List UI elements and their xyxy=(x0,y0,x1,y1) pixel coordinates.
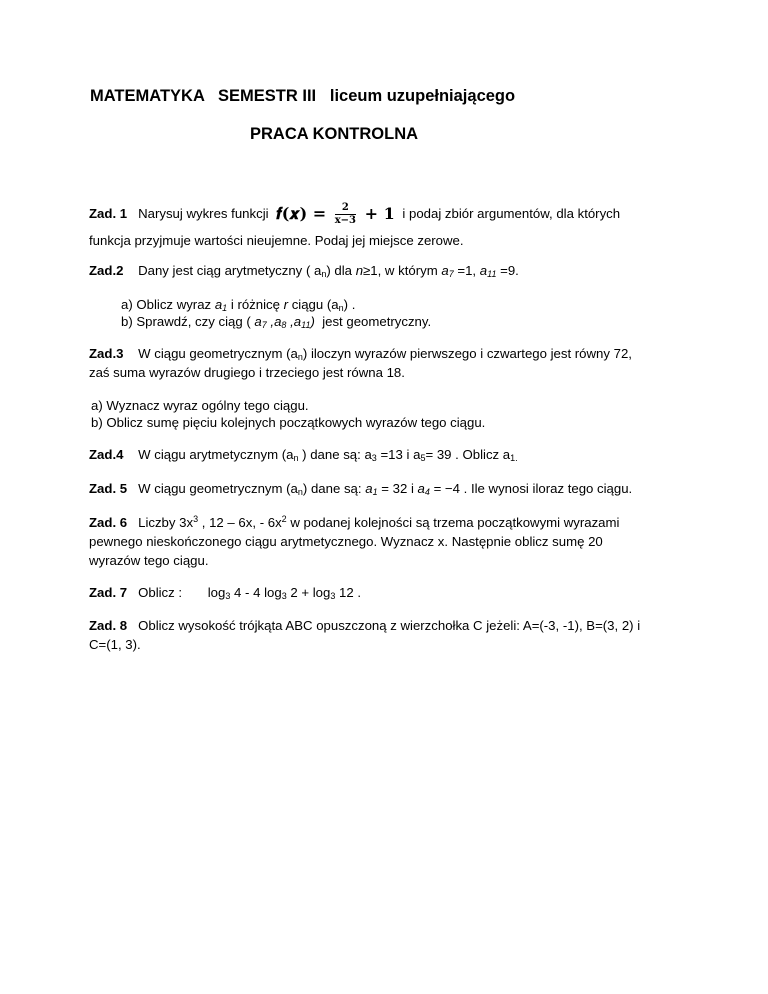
zad6-text1: Liczby 3x xyxy=(138,515,194,530)
zad4-label: Zad.4 xyxy=(89,447,124,462)
zad2-a-text2: i różnicę xyxy=(230,297,280,312)
zad7-arg2: 2 + log xyxy=(290,585,331,600)
zad5-sub-n: n xyxy=(297,487,303,497)
zad3-item-b: b) Oblicz sumę pięciu kolejnych początkowych wyrazów tego ciągu. xyxy=(91,415,486,430)
zad7-base3: 3 xyxy=(330,591,336,601)
zad1-text-before: Narysuj wykres funkcji xyxy=(138,205,269,221)
zad2-n: n xyxy=(355,263,364,278)
zad7-line1 xyxy=(89,584,361,602)
zad2-b-a8: ,a xyxy=(266,314,282,329)
zad6-line1 xyxy=(89,514,619,532)
zad2-label: Zad.2 xyxy=(89,263,124,278)
zad2-line1 xyxy=(89,262,519,280)
zad1-label: Zad. 1 xyxy=(89,205,128,221)
zad8-label: Zad. 8 xyxy=(89,618,128,633)
zad2-b-end: jest geometryczny. xyxy=(322,314,432,329)
zad2-b-a7: a xyxy=(254,314,262,329)
zad7-label: Zad. 7 xyxy=(89,585,128,600)
zad7-arg3: 12 . xyxy=(339,585,362,600)
zad3-text2: ) iloczyn wyrazów pierwszego i czwartego jest równy 72, xyxy=(302,346,632,361)
zad2-text3: ≥1, w którym xyxy=(363,263,438,278)
zad3-sub-n: n xyxy=(297,352,303,362)
zad2-b-sub11: 11 xyxy=(301,320,311,330)
page-subtitle: PRACA KONTROLNA xyxy=(250,125,419,143)
zad4-text1: W ciągu arytmetycznym (a xyxy=(138,447,294,462)
zad2-b-close: ) xyxy=(310,314,315,329)
zad2-b-sub7: 7 xyxy=(261,320,267,330)
zad2-a-sub-n: n xyxy=(338,303,344,313)
page-title: MATEMATYKA SEMESTR III liceum uzupełniającego xyxy=(90,87,516,105)
zad5-text1: W ciągu geometrycznym (a xyxy=(138,481,298,496)
zad2-a-text4: ) . xyxy=(343,297,356,312)
zad3-line1 xyxy=(89,345,632,363)
zad8-line1 xyxy=(89,617,640,635)
zad6-text2: , 12 – 6x, - 6x xyxy=(198,515,282,530)
zad6-label: Zad. 6 xyxy=(89,515,128,530)
zad1-line1 xyxy=(89,202,620,227)
zad2-b-a11: ,a xyxy=(286,314,302,329)
zad7-arg1: 4 - 4 log xyxy=(234,585,282,600)
zad2-b-seq xyxy=(254,314,314,329)
zad4-sub-n: n xyxy=(293,453,299,463)
zad3-item-a: a) Wyznacz wyraz ogólny tego ciągu. xyxy=(91,398,309,413)
zad5-text3: = 32 i xyxy=(377,481,414,496)
zad5-a4-sub: 4 xyxy=(424,487,430,497)
zad2-text4: =1, xyxy=(457,263,477,278)
zad8-text1: Oblicz wysokość trójkąta ABC opuszczoną z wierzchołka C jeżeli: A=(-3, -1), B=(3, 2) i xyxy=(138,618,641,633)
zad5-line1 xyxy=(89,480,632,498)
zad6-line2: pewnego nieskończonego ciągu arytmetycznego. Wyznacz x. Następnie oblicz sumę 20 xyxy=(89,534,603,549)
zad3-line2: zaś suma wyrazów drugiego i trzeciego jest równa 18. xyxy=(89,365,405,380)
zad2-a-text3: ciągu (a xyxy=(291,297,339,312)
zad3-label: Zad.3 xyxy=(89,346,124,361)
zad2-a11-sub: 11 xyxy=(487,269,497,279)
zad4-text4: = 39 . Oblicz a xyxy=(425,447,511,462)
zad7-log1: log xyxy=(207,585,226,600)
zad4-line1 xyxy=(89,446,518,464)
zad2-text2: ) dla xyxy=(326,263,353,278)
zad2-item-a xyxy=(121,296,355,314)
zad5-label: Zad. 5 xyxy=(89,481,128,496)
zad4-text3: =13 i a xyxy=(376,447,421,462)
zad4-sub1: 1. xyxy=(510,453,518,463)
zad2-text: Dany jest ciąg arytmetyczny ( a xyxy=(138,263,322,278)
zad2-a-a1-sub: 1 xyxy=(222,303,228,313)
zad6-sup2: 2 xyxy=(281,514,287,524)
zad8-line2: C=(1, 3). xyxy=(89,637,141,652)
zad5-text2: ) dane są: xyxy=(302,481,362,496)
zad5-a1: a xyxy=(365,481,373,496)
zad2-text5: =9. xyxy=(500,263,519,278)
zad1-formula-lhs: 𝒇(𝒙) = xyxy=(276,204,327,223)
zad1-formula-rhs: + 𝟏 xyxy=(364,204,395,223)
zad7-base1: 3 xyxy=(225,591,231,601)
zad5-text4: = −4 . Ile wynosi iloraz tego ciągu. xyxy=(429,481,633,496)
zad5-a4: a xyxy=(417,481,425,496)
zad2-b-sub8: 8 xyxy=(281,320,287,330)
zad2-a-r: r xyxy=(283,297,289,312)
zad2-b-text: b) Sprawdź, czy ciąg ( xyxy=(121,314,251,329)
zad2-a-a1: a xyxy=(214,297,223,312)
zad2-a-text: a) Oblicz wyraz xyxy=(121,297,212,312)
zad7-text1: Oblicz : xyxy=(138,585,183,600)
zad1-fraction xyxy=(335,202,356,227)
zad2-a7-sub: 7 xyxy=(448,269,454,279)
zad2-item-b xyxy=(121,313,431,331)
zad6-text3: w podanej kolejności są trzema początkowymi wyrazami xyxy=(286,515,620,530)
zad2-a11: a xyxy=(479,263,488,278)
zad1-frac-den: x−3 xyxy=(334,215,357,226)
zad1-line2: funkcja przyjmuje wartości nieujemne. Podaj jej miejsce zerowe. xyxy=(89,233,464,248)
zad1-formula xyxy=(276,202,394,227)
zad4-text2: ) dane są: a xyxy=(298,447,372,462)
zad3-text1: W ciągu geometrycznym (a xyxy=(138,346,298,361)
zad6-line3: wyrazów tego ciągu. xyxy=(89,553,209,568)
zad7-base2: 3 xyxy=(281,591,287,601)
zad2-a7: a xyxy=(441,263,449,278)
zad6-sup1: 3 xyxy=(193,514,199,524)
zad1-frac-num: 2 xyxy=(335,202,356,215)
zad1-text-after: i podaj zbiór argumentów, dla których xyxy=(402,205,621,221)
zad2-sub-n: n xyxy=(321,269,327,279)
zad4-sub3: 3 xyxy=(371,453,377,463)
zad4-sub5: 5 xyxy=(420,453,426,463)
zad5-a1-sub: 1 xyxy=(372,487,378,497)
